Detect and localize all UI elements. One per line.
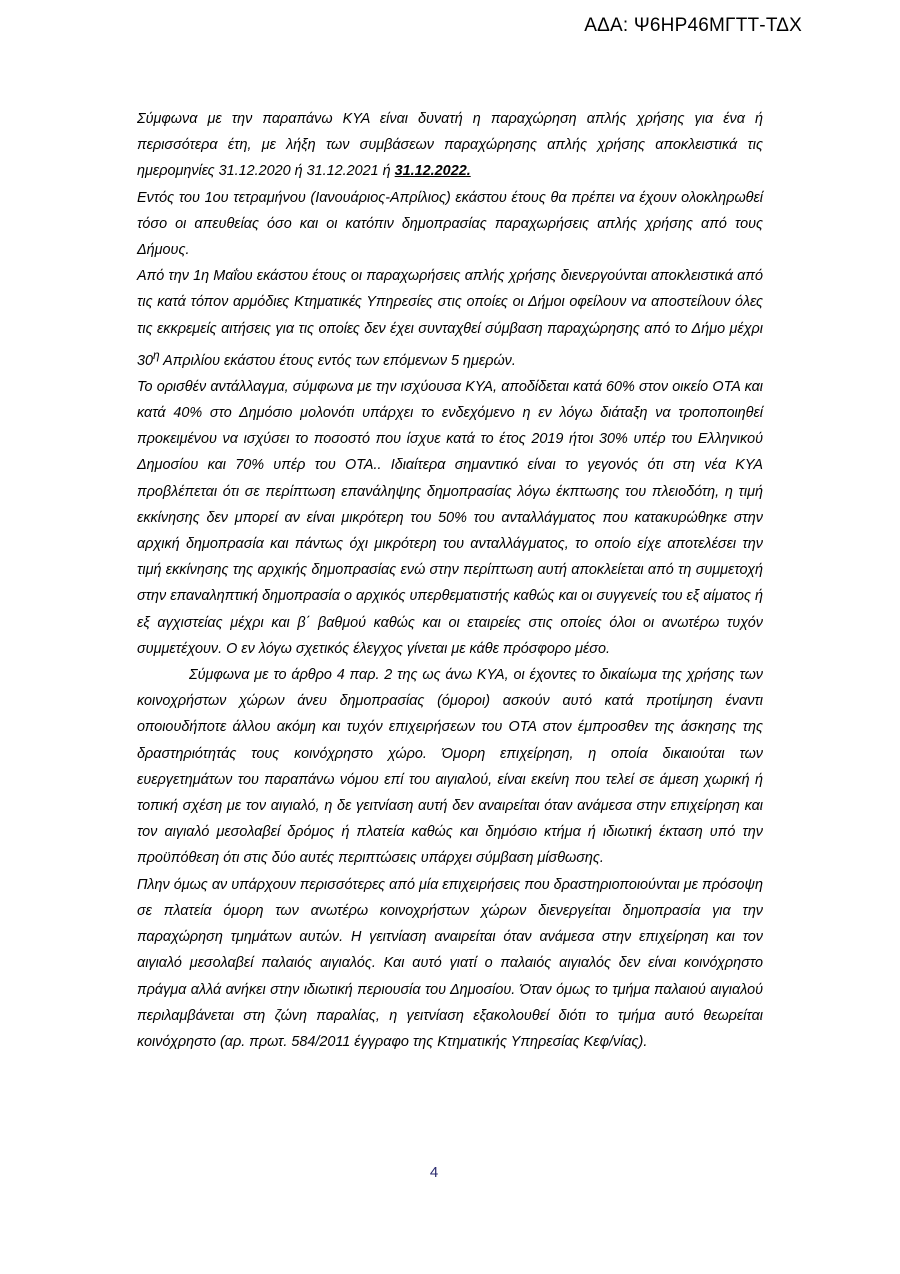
paragraph-text: Από την 1η Μαΐου εκάστου έτους οι παραχωρήσεις απλής χρήσης διενεργούνται αποκλειστικά από τις κατά τόπον αρμόδιες Κτηματικές Υπηρεσίες στις οποίες οι Δήμοι οφείλουν να αποστείλουν όλες τις εκκρεμείς αιτήσεις για τις οποίες δεν έχει συνταχθεί σύμβαση παραχώρησης από το Δήμο μέχρι 30 xyxy=(137,268,763,369)
paragraph-text: Απριλίου εκάστου έτους εντός των επόμενων 5 ημερών. xyxy=(159,352,516,369)
paragraph-text: Σύμφωνα με την παραπάνω ΚΥΑ είναι δυνατή η παραχώρηση απλής χρήσης για ένα ή περισσότερα έτη, με λήξη των συμβάσεων παραχώρησης απλής χρήσης αποκλειστικά τις ημερομηνίες 31.12.2020 ή 31.12.2021 ή xyxy=(137,111,763,180)
paragraph-first-quarter: Εντός του 1ου τετραμήνου (Ιανουάριος-Απρίλιος) εκάστου έτους θα πρέπει να έχουν ολοκληρωθεί τόσο οι απευθείας όσο και οι κατόπιν δημοπρασίας παραχωρήσεις απλής χρήσης από τους Δήμους. xyxy=(137,189,763,259)
paragraph-consideration: Το ορισθέν αντάλλαγμα, σύμφωνα με την ισχύουσα ΚΥΑ, αποδίδεται κατά 60% στον οικείο ΟΤΑ και κατά 40% στο Δημόσιο μολονότι υπάρχει το ενδεχόμενο η εν λόγω διάταξη να τροποποιηθεί προκειμένου να ισχύσει το ποσοστό που ίσχυε κατά το έτος 2019 ήτοι 30% υπέρ του Ελληνικού Δημοσίου και 70% υπέρ του ΟΤΑ.. Ιδιαίτερα σημαντικό είναι το γεγονός ότι στη νέα ΚΥΑ προβλέπεται ότι σε περίπτωση επανάληψης δημοπρασίας λόγω έκπτωσης του πλειοδότη, η τιμή εκκίνησης δεν μπορεί αν είναι μικρότερη του 50% του ανταλλάγματος που κατακυρώθηκε στην αρχική δημοπρασία και πάντως όχι μικρότερη του ανταλλάγματος, το οποίο είχε αποτελέσει την τιμή εκκίνησης της αρχικής δημοπρασίας ενώ στην περίπτωση αυτή αποκλείεται από τη συμμετοχή στην επαναληπτική δημοπρασία ο αρχικός υπερθεματιστής καθώς και οι συγγενείς του εξ αίματος ή εξ αγχιστείας μέχρι και β΄ βαθμού καθώς και οι εταιρείες στις οποίες όλοι οι ανωτέρω τυχόν συμμετέχουν. Ο εν λόγω σχετικός έλεγχος γίνεται με κάθε πρόσφορο μέσο. xyxy=(137,378,763,657)
paragraph-adjacent-rights: Σύμφωνα με το άρθρο 4 παρ. 2 της ως άνω ΚΥΑ, οι έχοντες το δικαίωμα της χρήσης των κοινοχρήστων χώρων άνευ δημοπρασίας (όμοροι) ασκούν αυτό κατά προτίμηση έναντι οποιουδήποτε άλλου ακόμη και τυχόν επιχειρήσεων του ΟΤΑ στον έμπροσθεν της άσκησης της δραστηριότητάς τους κοινόχρηστο χώρο. Όμορη επιχείρηση, η οποία δικαιούται των ευεργετημάτων του παραπάνω νόμου επί του αιγιαλού, είναι εκείνη που τελεί σε άμεση χωρική ή τοπική σχέση με τον αιγιαλό, η δε γειτνίαση αυτή δεν αναιρείται όταν ανάμεσα στην επιχείρηση και τον αιγιαλό μεσολαβεί δρόμος ή πλατεία καθώς και δημόσιο κτήμα ή ιδιωτική έκταση υπό την προϋπόθεση ότι στις δύο αυτές περιπτώσεις υπάρχει σύμβαση μίσθωσης. xyxy=(137,667,763,867)
document-ada-code: ΑΔΑ: Ψ6ΗΡ46ΜΓΤΤ-ΤΔΧ xyxy=(584,15,802,36)
ordinal-superscript: η xyxy=(153,347,160,362)
paragraph-old-shoreline: Πλην όμως αν υπάρχουν περισσότερες από μία επιχειρήσεις που δραστηριοποιούνται με πρόσοψη σε πλατεία όμορη των ανωτέρω κοινοχρήστων χώρων διενεργείται δημοπρασία για την παραχώρηση τμημάτων αυτών. Η γειτνίαση αναιρείται όταν ανάμεσα στην επιχείρηση και τον αιγιαλό μεσολαβεί παλαιός αιγιαλός. Και αυτό γιατί ο παλαιός αιγιαλός δεν είναι κοινόχρηστο πράγμα αλλά ανήκει στην ιδιωτική περιουσία του Δημοσίου. Όταν όμως το τμήμα παλαιού αιγιαλού περιλαμβάνεται στη ζώνη παραλίας, η γειτνίαση εξακολουθεί διότι το τμήμα αυτό θεωρείται κοινόχρηστο (αρ. πρωτ. 584/2011 έγγραφο της Κτηματικής Υπηρεσίας Κεφ/νίας). xyxy=(137,876,763,1050)
emphasized-date: 31.12.2022. xyxy=(394,163,471,180)
page-number: 4 xyxy=(429,1164,439,1181)
document-body xyxy=(137,106,763,1055)
paragraph-concession-duration xyxy=(137,106,763,185)
paragraph-may-concessions xyxy=(137,263,763,374)
